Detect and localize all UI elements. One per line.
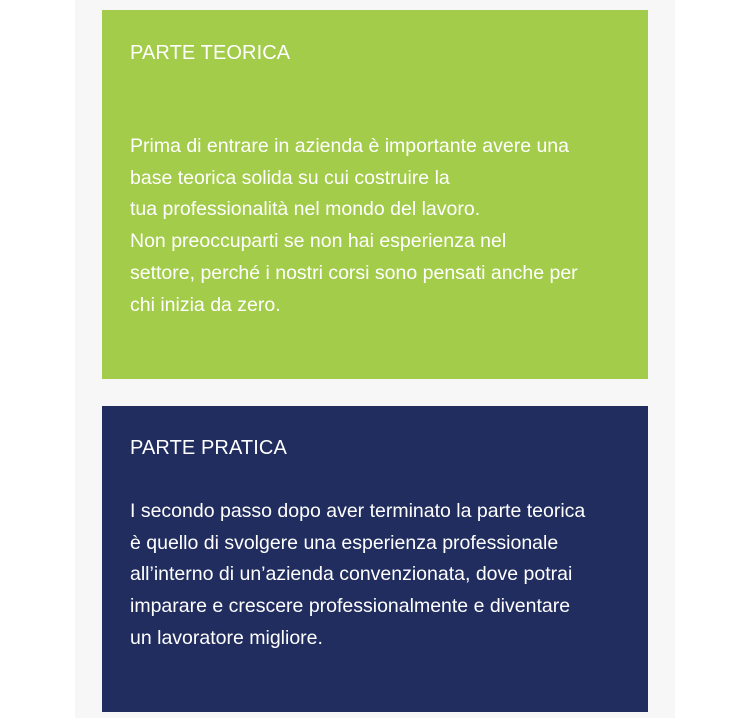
practice-description: I secondo passo dopo aver terminato la parte teorica è quello di svolgere una esperienza professionale all’interno di un’azienda convenzionata, dove potrai imparare e crescere professionalmente e diventare un lavoratore migliore. <box>130 500 586 649</box>
theory-description: Prima di entrare in azienda è importante avere una base teorica solida su cui costruire la tua professionalità nel mondo del lavoro. Non preoccuparti se non hai esperienza nel settore, perché i nostri corsi sono pensati anche per chi inizia da zero. <box>130 135 578 316</box>
theory-title: PARTE TEORICA <box>130 42 291 64</box>
practice-title: PARTE PRATICA <box>130 437 287 459</box>
theory-card <box>102 10 648 379</box>
practice-card <box>102 406 648 712</box>
